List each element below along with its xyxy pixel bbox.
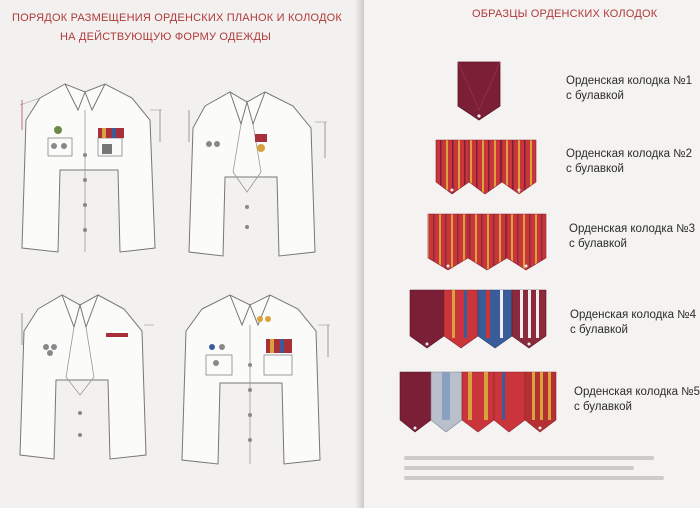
right-page-title: ОБРАЗЦЫ ОРДЕНСКИХ КОЛОДОК bbox=[472, 8, 658, 20]
ribbon-sample-4-title: Орденская колодка №4 bbox=[570, 309, 696, 321]
show-through-line bbox=[404, 476, 664, 480]
show-through-line bbox=[404, 456, 654, 460]
ribbon-sample-5-label bbox=[574, 385, 700, 415]
ribbon-sample-5-title: Орденская колодка №5 bbox=[574, 386, 700, 398]
right-page bbox=[364, 0, 700, 508]
ribbon-sample-2-subtitle: с булавкой bbox=[566, 163, 624, 175]
ribbon-sample-3-label bbox=[569, 222, 695, 252]
ribbon-sample-2-title: Орденская колодка №2 bbox=[566, 148, 692, 160]
ribbon-sample-1-subtitle: с булавкой bbox=[566, 90, 624, 102]
ribbon-sample-3-subtitle: с булавкой bbox=[569, 238, 627, 250]
ribbon-sample-1-label bbox=[566, 74, 692, 104]
jacket-diagram-4 bbox=[172, 285, 342, 470]
ribbon-sample-2 bbox=[434, 138, 538, 196]
ribbon-sample-5 bbox=[398, 370, 558, 434]
jacket-diagram-1 bbox=[10, 70, 168, 260]
left-page-title-line2: НА ДЕЙСТВУЮЩУЮ ФОРМУ ОДЕЖДЫ bbox=[60, 31, 272, 43]
ribbon-sample-3-title: Орденская колодка №3 bbox=[569, 223, 695, 235]
show-through-line bbox=[404, 466, 634, 470]
ribbon-sample-2-label bbox=[566, 147, 692, 177]
left-page-title-line1: ПОРЯДОК РАЗМЕЩЕНИЯ ОРДЕНСКИХ ПЛАНОК И КОЛОДОК bbox=[12, 12, 343, 24]
ribbon-sample-1 bbox=[454, 60, 504, 122]
ribbon-sample-1-title: Орденская колодка №1 bbox=[566, 75, 692, 87]
ribbon-sample-4-label bbox=[570, 308, 696, 338]
ribbon-sample-4 bbox=[408, 288, 548, 350]
jacket-diagram-2 bbox=[175, 82, 335, 262]
jacket-diagram-3 bbox=[10, 285, 160, 465]
ribbon-sample-5-subtitle: с булавкой bbox=[574, 401, 632, 413]
ribbon-sample-3 bbox=[426, 212, 548, 272]
ribbon-sample-4-subtitle: с булавкой bbox=[570, 324, 628, 336]
